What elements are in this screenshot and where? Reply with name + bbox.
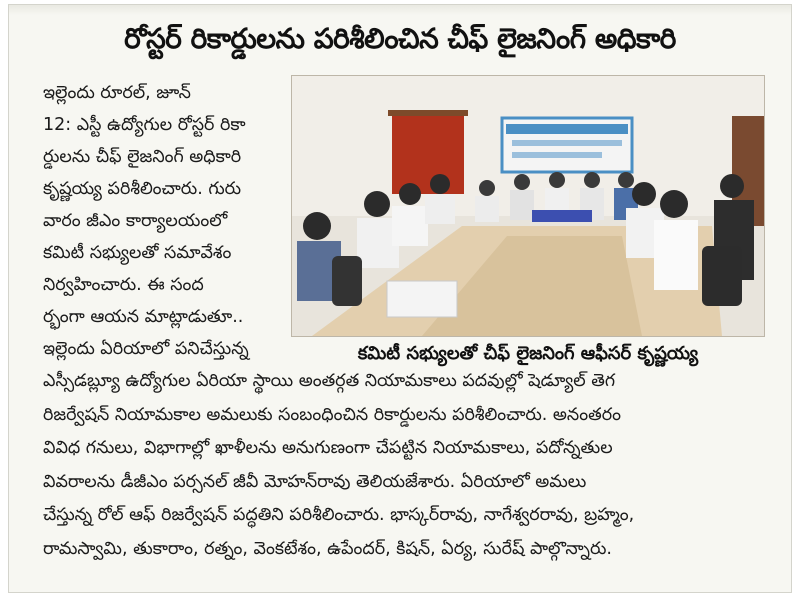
body-line-2: రిజర్వేషన్ నియామకాల అమలుకు సంబంధించిన రికార్డులను పరిశీలించారు. అనంతరం (43, 404, 621, 425)
body-line-3: వివిధ గనులు, విభాగాల్లో ఖాళీలను అనుగుణంగా చేపట్టిన నియామకాలు, పదోన్నతుల (43, 438, 613, 458)
article-left-column (43, 77, 283, 365)
body-line-6: రామస్వామి, తుకారాం, రత్నం, వెంకటేశం, ఉపేందర్, కిషన్, ఏర్య, సురేష్ పాల్గొన్నారు. (43, 538, 612, 559)
clipping-top-edge (9, 5, 791, 15)
meeting-photo (291, 75, 765, 337)
body-line-5: చేస్తున్న రోల్ ఆఫ్ రిజర్వేషన్ పద్ధతిని పరిశీలించారు. భాస్కర్‌రావు, నాగేశ్వరరావు, బ్రహ్మం, (43, 505, 635, 525)
article-full-width-body (43, 365, 765, 566)
body-line-1: ఎస్సీడబ్ల్యూ ఉద్యోగుల ఏరియా స్థాయి అంతర్గత నియామకాలు పదవుల్లో షెడ్యూల్ తెగ (43, 371, 616, 391)
photo-caption: కమిటీ సభ్యులతో చీఫ్ లైజనింగ్ ఆఫీసర్ కృష్ణయ్య (357, 343, 699, 364)
body-line-4: వివరాలను డీజీఎం పర్సనల్ జీవీ మోహన్‌రావు తెలియజేశారు. ఏరియాలో అమలు (43, 471, 587, 492)
left-line-6: కమిటీ సభ్యులతో సమావేశం (43, 243, 232, 263)
left-line-8: ర్భంగా ఆయన మాట్లాడుతూ.. (43, 307, 244, 327)
left-line-3: ర్డులను చీఫ్ లైజనింగ్ అధికారి (43, 147, 242, 167)
left-line-1: ఇల్లెందు రూరల్, జూన్ (43, 83, 191, 103)
left-line-5: వారం జీఎం కార్యాలయంలో (43, 211, 228, 231)
left-line-9: ఇల్లెందు ఏరియాలో పనిచేస్తున్న (43, 339, 249, 359)
curtain-shape (392, 114, 464, 194)
left-line-2: 12: ఎస్టీ ఉద్యోగుల రోస్టర్ రికా (43, 115, 246, 135)
left-line-7: నిర్వహించారు. ఈ సంద (43, 275, 204, 295)
left-line-4: కృష్ణయ్య పరిశీలించారు. గురు (43, 179, 242, 199)
newspaper-clipping (8, 4, 792, 593)
headline: రోస్టర్ రికార్డులను పరిశీలించిన చీఫ్ లైజనింగ్ అధికారి (124, 22, 676, 55)
